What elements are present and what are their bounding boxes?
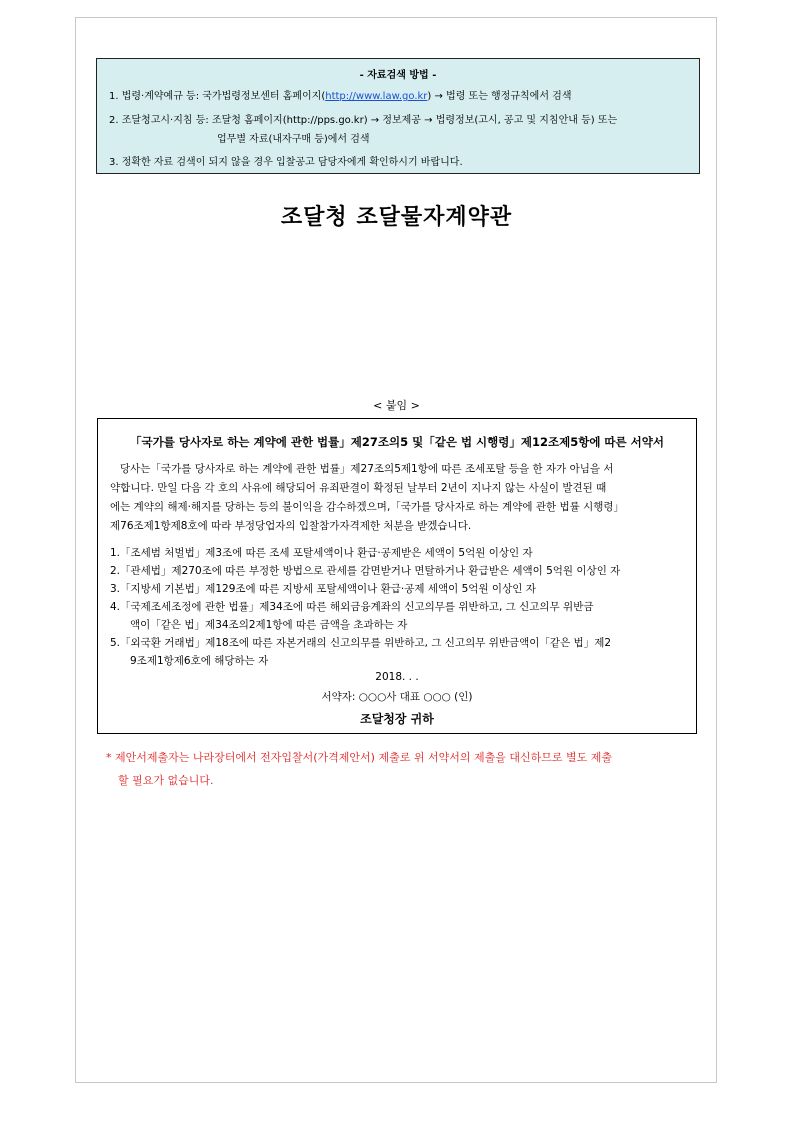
search-guide-line-1 [109,87,572,102]
pledge-body-line: 약합니다. 만일 다음 각 호의 사유에 해당되어 유죄판결이 확정된 날부터 2년이 지나지 않는 사실이 발견된 때 [110,482,607,494]
pledge-body-line: 당사는「국가를 당사자로 하는 계약에 관한 법률」제27조의5제1항에 따른 조세포탈 등을 한 자가 아님을 서 [120,463,614,475]
pledge-body-line: 제76조제1항제8호에 따라 부정당업자의 입찰참가자격제한 처분을 받겠습니다. [110,520,472,532]
footnote-line-2: 할 필요가 없습니다. [118,774,214,787]
pledge-item: 2.「관세법」제270조에 따른 부정한 방법으로 관세를 감면받거나 면탈하거나 환급받은 세액이 5억원 이상인 자 [110,565,621,577]
pledge-item-cont: 액이「같은 법」제34조의2제1항에 따른 금액을 초과하는 자 [130,619,408,631]
search-guide-line-2-cont: 업무별 자료(내자구매 등)에서 검색 [217,134,370,145]
page-title: 조달청 조달물자계약관 [280,205,513,230]
search-guide-line-1-text: 1. 법령·계약예규 등: 국가법령정보센터 홈페이지( [109,91,326,102]
pledge-item-cont: 9조제1항제6호에 해당하는 자 [130,655,269,667]
pledge-signer: 서약자: ○○○사 대표 ○○○ (인) [321,691,473,703]
pledge-item: 5.「외국환 거래법」제18조에 따른 자본거래의 신고의무를 위반하고, 그 신고의무 위반금액이「같은 법」제2 [110,637,612,649]
search-guide-line-3: 3. 정확한 자료 검색이 되지 않을 경우 입찰공고 담당자에게 확인하시기 바랍니다. [109,157,463,168]
pledge-title: 「국가를 당사자로 하는 계약에 관한 법률」제27조의5 및「같은 법 시행령」제12조제5항에 따른 서약서 [130,435,664,449]
law-site-link[interactable]: http://www.law.go.kr [325,91,428,102]
search-guide-line-1-tail: ) → 법령 또는 행정규칙에서 검색 [427,91,572,102]
pledge-date: 2018. . . [375,671,419,683]
pledge-item: 1.「조세범 처벌법」제3조에 따른 조세 포탈세액이나 환급·공제받은 세액이 5억원 이상인 자 [110,547,533,559]
pledge-addressee: 조달청장 귀하 [360,712,434,726]
search-guide-box [96,58,700,174]
footnote-line-1: * 제안서제출자는 나라장터에서 전자입찰서(가격제안서) 제출로 위 서약서의 제출을 대신하므로 별도 제출 [106,751,612,764]
search-guide-title: - 자료검색 방법 - [359,70,437,81]
pledge-item: 4.「국제조세조정에 관한 법률」제34조에 따른 해외금융계좌의 신고의무를 위반하고, 그 신고의무 위반금 [110,601,594,613]
attachment-label: < 붙임 > [373,399,420,412]
pledge-body-line: 에는 계약의 해제·해지를 당하는 등의 불이익을 감수하겠으며,「국가를 당사자로 하는 계약에 관한 법률 시행령」 [110,501,625,513]
search-guide-line-2: 2. 조달청고시·지침 등: 조달청 홈페이지(http://pps.go.kr) → 정보제공 → 법령정보(고시, 공고 및 지침안내 등) 또는 [109,115,618,126]
pledge-box [97,418,697,734]
pledge-item: 3.「지방세 기본법」제129조에 따른 지방세 포탈세액이나 환급·공제 세액이 5억원 이상인 자 [110,583,536,595]
